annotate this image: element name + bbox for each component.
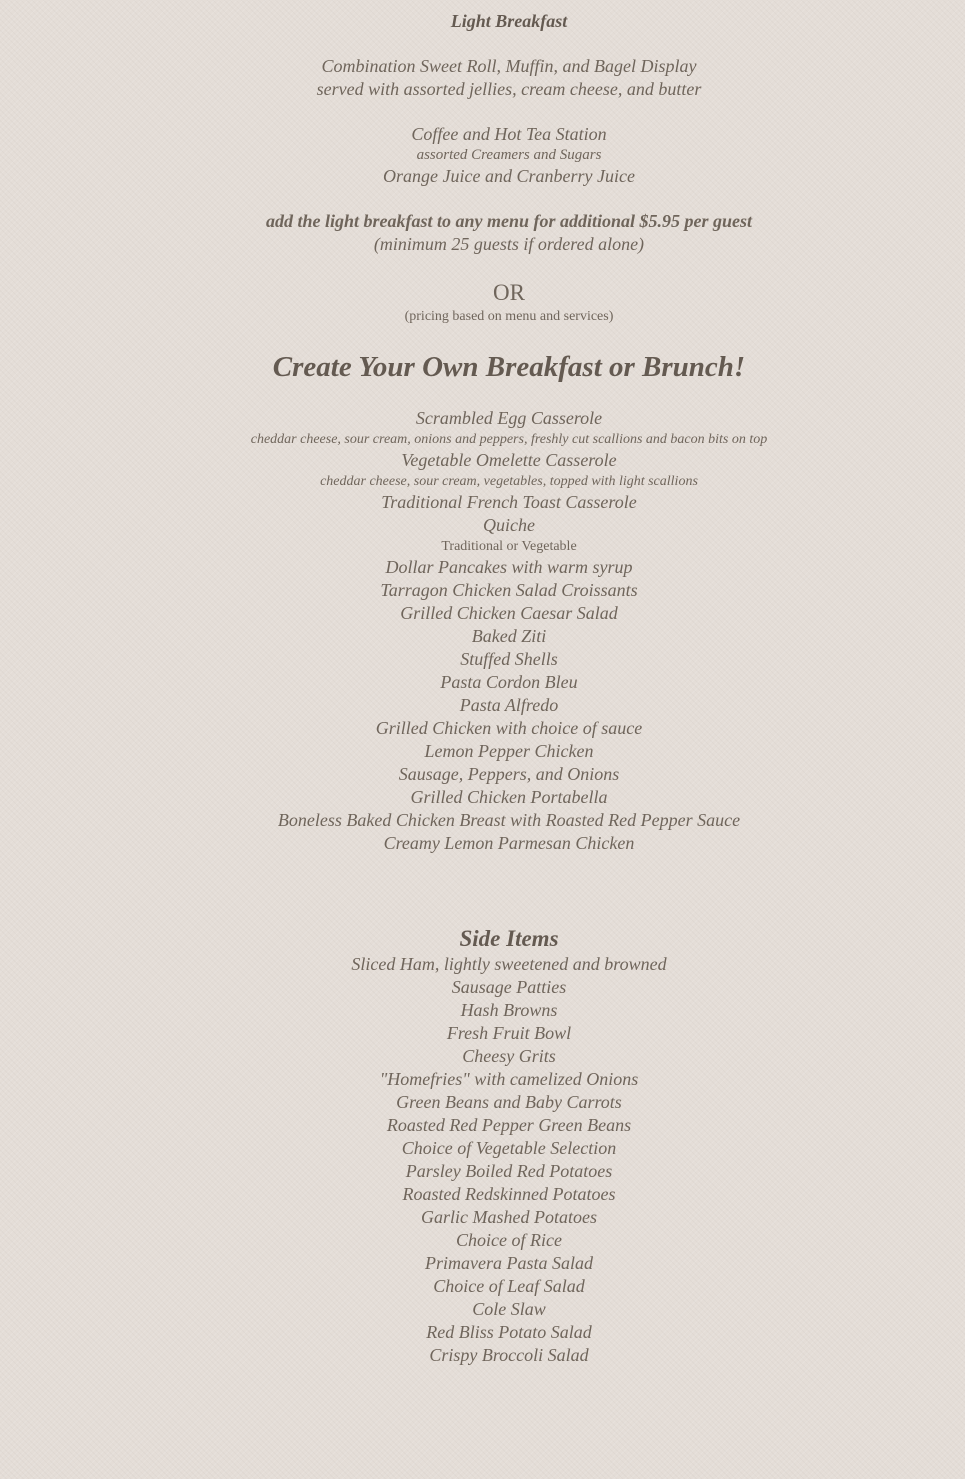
menu-item-description: cheddar cheese, sour cream, vegetables, topped with light scallions (320, 474, 698, 489)
side-item: Cole Slaw (472, 1299, 546, 1319)
light-breakfast-pricing (209, 210, 809, 256)
menu-item-description: Traditional or Vegetable (441, 539, 577, 554)
side-item: Choice of Vegetable Selection (401, 1138, 617, 1158)
or-divider: OR (493, 280, 525, 305)
side-item: Red Bliss Potato Salad (426, 1322, 592, 1342)
menu-item: Dollar Pancakes with warm syrup (385, 557, 633, 577)
side-item: "Homefries" with camelized Onions (379, 1069, 639, 1089)
juice-line: Orange Juice and Cranberry Juice (383, 166, 635, 186)
menu-item: Tarragon Chicken Salad Croissants (380, 580, 638, 600)
menu-item-description: cheddar cheese, sour cream, onions and peppers, freshly cut scallions and bacon bits on top (250, 432, 768, 447)
beverage-station (209, 123, 809, 188)
side-item: Hash Browns (460, 1000, 558, 1020)
addon-price: add the light breakfast to any menu for additional $5.95 per guest (265, 211, 753, 231)
side-item: Roasted Red Pepper Green Beans (386, 1115, 632, 1135)
create-heading-wrap (209, 350, 809, 384)
menu-item: Creamy Lemon Parmesan Chicken (383, 833, 635, 853)
menu-item: Pasta Alfredo (459, 695, 559, 715)
menu-item: Lemon Pepper Chicken (424, 741, 594, 761)
menu-item: Grilled Chicken Portabella (410, 787, 608, 807)
side-item: Sausage Patties (451, 977, 567, 997)
side-item: Sliced Ham, lightly sweetened and browned (351, 954, 667, 974)
side-item: Primavera Pasta Salad (425, 1253, 593, 1273)
menu-item: Baked Ziti (471, 626, 547, 646)
minimum-guests: (minimum 25 guests if ordered alone) (373, 234, 645, 254)
side-item: Choice of Rice (456, 1230, 562, 1250)
side-item: Cheesy Grits (462, 1046, 556, 1066)
menu-item: Grilled Chicken Caesar Salad (400, 603, 618, 623)
menu-item: Pasta Cordon Bleu (440, 672, 578, 692)
bagel-display-line1: Combination Sweet Roll, Muffin, and Bagel Display (321, 56, 697, 76)
side-item: Fresh Fruit Bowl (446, 1023, 572, 1043)
menu-item: Grilled Chicken with choice of sauce (375, 718, 643, 738)
light-breakfast-section (209, 10, 809, 33)
menu-item: Quiche (483, 515, 535, 535)
bagel-display-line2: served with assorted jellies, cream cheese, and butter (316, 79, 702, 99)
side-item: Green Beans and Baby Carrots (396, 1092, 622, 1112)
menu-item: Vegetable Omelette Casserole (401, 450, 617, 470)
side-item: Roasted Redskinned Potatoes (402, 1184, 616, 1204)
menu-item: Scrambled Egg Casserole (415, 408, 603, 428)
bagel-display (209, 55, 809, 101)
coffee-station: Coffee and Hot Tea Station (411, 124, 607, 144)
side-item: Crispy Broccoli Salad (429, 1345, 589, 1365)
create-heading: Create Your Own Breakfast or Brunch! (272, 351, 746, 383)
create-menu-list (209, 407, 809, 855)
menu-item: Sausage, Peppers, and Onions (398, 764, 620, 784)
or-section (209, 279, 809, 326)
side-item: Choice of Leaf Salad (433, 1276, 585, 1296)
menu-item: Boneless Baked Chicken Breast with Roasted Red Pepper Sauce (277, 810, 741, 830)
menu-item: Traditional French Toast Casserole (381, 492, 637, 512)
light-breakfast-title: Light Breakfast (450, 11, 568, 31)
side-item: Garlic Mashed Potatoes (421, 1207, 597, 1227)
creamers-note: assorted Creamers and Sugars (416, 147, 602, 163)
pricing-note: (pricing based on menu and services) (404, 309, 614, 324)
side-items-section (209, 925, 809, 1367)
menu-item: Stuffed Shells (460, 649, 558, 669)
side-item: Parsley Boiled Red Potatoes (405, 1161, 613, 1181)
side-items-heading: Side Items (459, 926, 559, 951)
